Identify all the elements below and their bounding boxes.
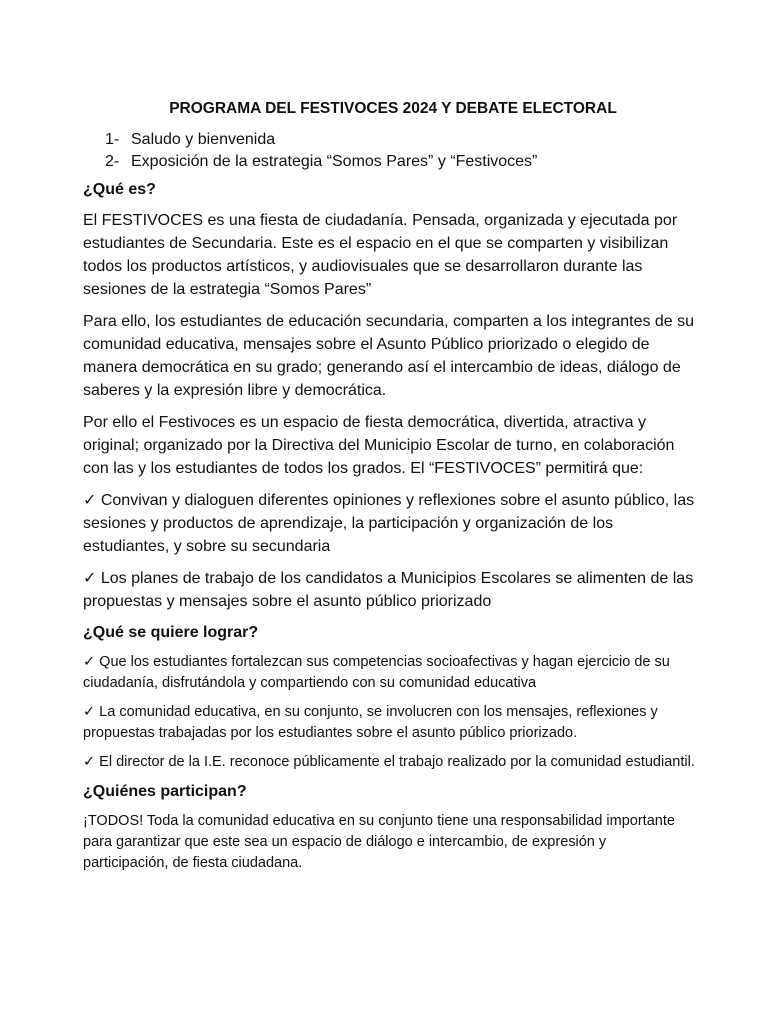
check-paragraph: ✓ Que los estudiantes fortalezcan sus competencias socioafectivas y hagan ejercicio de su ciudadanía, disfrutándola y compartiendo con su comunidad educativa: [83, 654, 670, 691]
check-paragraph: ✓ Convivan y dialoguen diferentes opiniones y reflexiones sobre el asunto público, las sesiones y productos de aprendizaje, la participación y organización de los estudiantes, y sobre su secundaria: [83, 492, 695, 555]
paragraph: Por ello el Festivoces es un espacio de fiesta democrática, divertida, atractiva y original; organizado por la Directiva del Municipio Escolar de turno, en colaboración con las y los estudiantes de todos los grados. El “FESTIVOCES” permitirá que:: [83, 414, 675, 477]
section-heading: ¿Qué es?: [83, 181, 156, 198]
paragraph: El FESTIVOCES es una fiesta de ciudadanía. Pensada, organizada y ejecutada por estudiantes de Secundaria. Este es el espacio en el que se comparten y visibilizan todos los productos artísticos, y audiovisuales que se desarrollaron durante las sesiones de la estrategia “Somos Pares”: [83, 212, 678, 298]
paragraph: ¡TODOS! Toda la comunidad educativa en su conjunto tiene una responsabilidad importante para garantizar que este sea un espacio de diálogo e intercambio, de expresión y participación, de fiesta ciudadana.: [83, 813, 675, 871]
section-que-es: [83, 179, 695, 613]
section-que-lograr: [83, 622, 695, 773]
agenda-item-number: 1-: [105, 131, 120, 148]
agenda-list: [83, 129, 695, 173]
section-heading: ¿Quiénes participan?: [83, 783, 247, 800]
document-body: [83, 99, 695, 882]
agenda-item-text: Saludo y bienvenida: [131, 131, 276, 148]
document-title: PROGRAMA DEL FESTIVOCES 2024 Y DEBATE ELECTORAL: [169, 100, 617, 117]
check-paragraph: ✓ El director de la I.E. reconoce públicamente el trabajo realizado por la comunidad estudiantil.: [83, 754, 695, 770]
agenda-item: [105, 151, 695, 173]
agenda-item: [105, 129, 695, 151]
paragraph: Para ello, los estudiantes de educación secundaria, comparten a los integrantes de su comunidad educativa, mensajes sobre el Asunto Público priorizado o elegido de manera democrática en su grado; generando así el intercambio de ideas, diálogo de saberes y la expresión libre y democrática.: [83, 313, 695, 399]
agenda-item-number: 2-: [105, 153, 120, 170]
section-quienes: [83, 781, 695, 874]
agenda-item-text: Exposición de la estrategia “Somos Pares” y “Festivoces”: [131, 153, 538, 170]
section-heading: ¿Qué se quiere lograr?: [83, 624, 259, 641]
check-paragraph: ✓ Los planes de trabajo de los candidatos a Municipios Escolares se alimenten de las propuestas y mensajes sobre el asunto público priorizado: [83, 570, 694, 610]
check-paragraph: ✓ La comunidad educativa, en su conjunto, se involucren con los mensajes, reflexiones y propuestas trabajadas por los estudiantes sobre el asunto público priorizado.: [83, 704, 658, 741]
